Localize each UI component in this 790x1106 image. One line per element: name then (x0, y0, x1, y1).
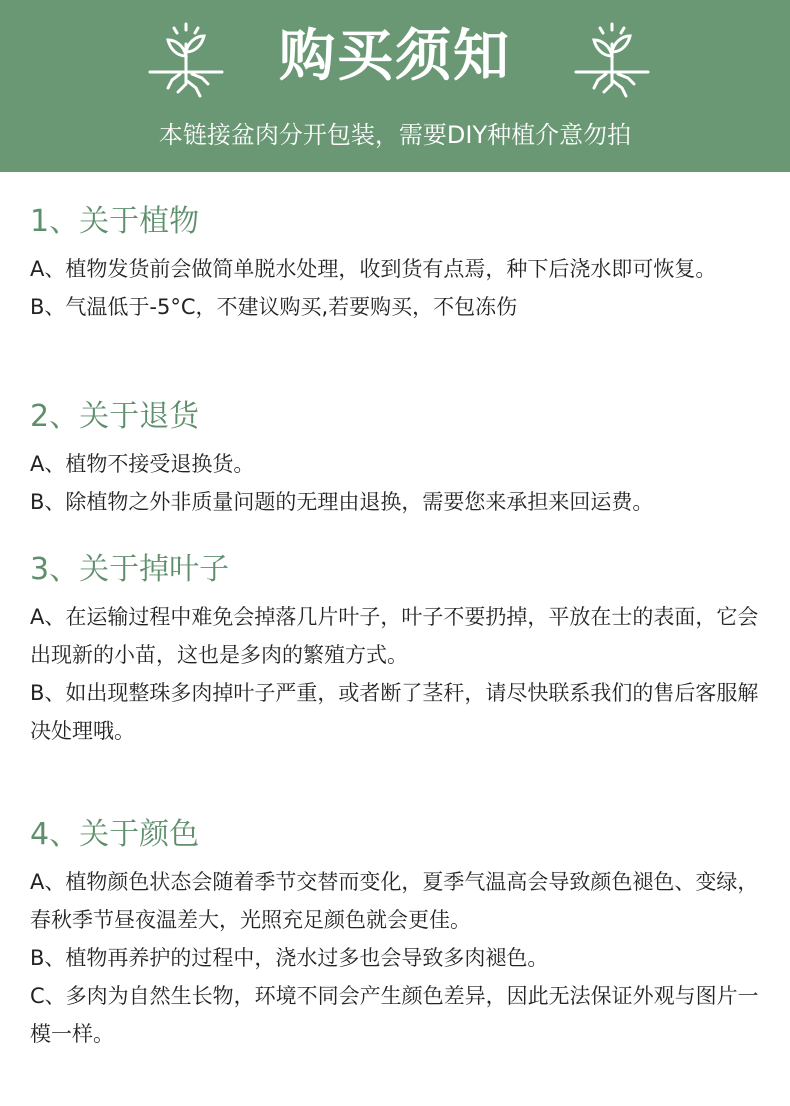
section-color (30, 813, 760, 1053)
section-title: 4、关于颜色 (30, 817, 200, 852)
section-returns (30, 395, 760, 521)
list-item: B、如出现整珠多肉掉叶子严重，或者断了茎秆，请尽快联系我们的售后客服解决处理哦。 (30, 681, 759, 743)
list-item: A、在运输过程中难免会掉落几片叶子，叶子不要扔掉，平放在士的表面，它会出现新的小苗，这也是多肉的繁殖方式。 (30, 605, 759, 667)
list-item: C、多肉为自然生长物，环境不同会产生颜色差异，因此无法保证外观与图片一模一样。 (30, 984, 759, 1046)
page-title: 购买须知 (279, 24, 511, 89)
list-item: B、气温低于-5°C，不建议购买,若要购买，不包冻伤 (30, 295, 518, 319)
list-item: A、植物不接受退换货。 (30, 452, 255, 476)
section-leaves (30, 548, 760, 750)
header-banner (0, 0, 790, 172)
section-plants (30, 200, 760, 326)
list-item: A、植物颜色状态会随着季节交替而变化，夏季气温高会导致颜色褪色、变绿，春秋季节昼夜温差大，光照充足颜色就会更佳。 (30, 870, 759, 932)
sprout-icon (572, 22, 652, 98)
section-title: 3、关于掉叶子 (30, 552, 230, 587)
list-item: A、植物发货前会做简单脱水处理，收到货有点焉，种下后浇水即可恢复。 (30, 257, 717, 281)
list-item: B、植物再养护的过程中，浇水过多也会导致多肉褪色。 (30, 946, 549, 970)
page-subtitle: 本链接盆肉分开包装，需要DIY种植介意勿拍 (158, 121, 632, 149)
section-title: 2、关于退货 (30, 399, 200, 434)
section-title: 1、关于植物 (30, 204, 200, 239)
list-item: B、除植物之外非质量问题的无理由退换，需要您来承担来回运费。 (30, 490, 654, 514)
